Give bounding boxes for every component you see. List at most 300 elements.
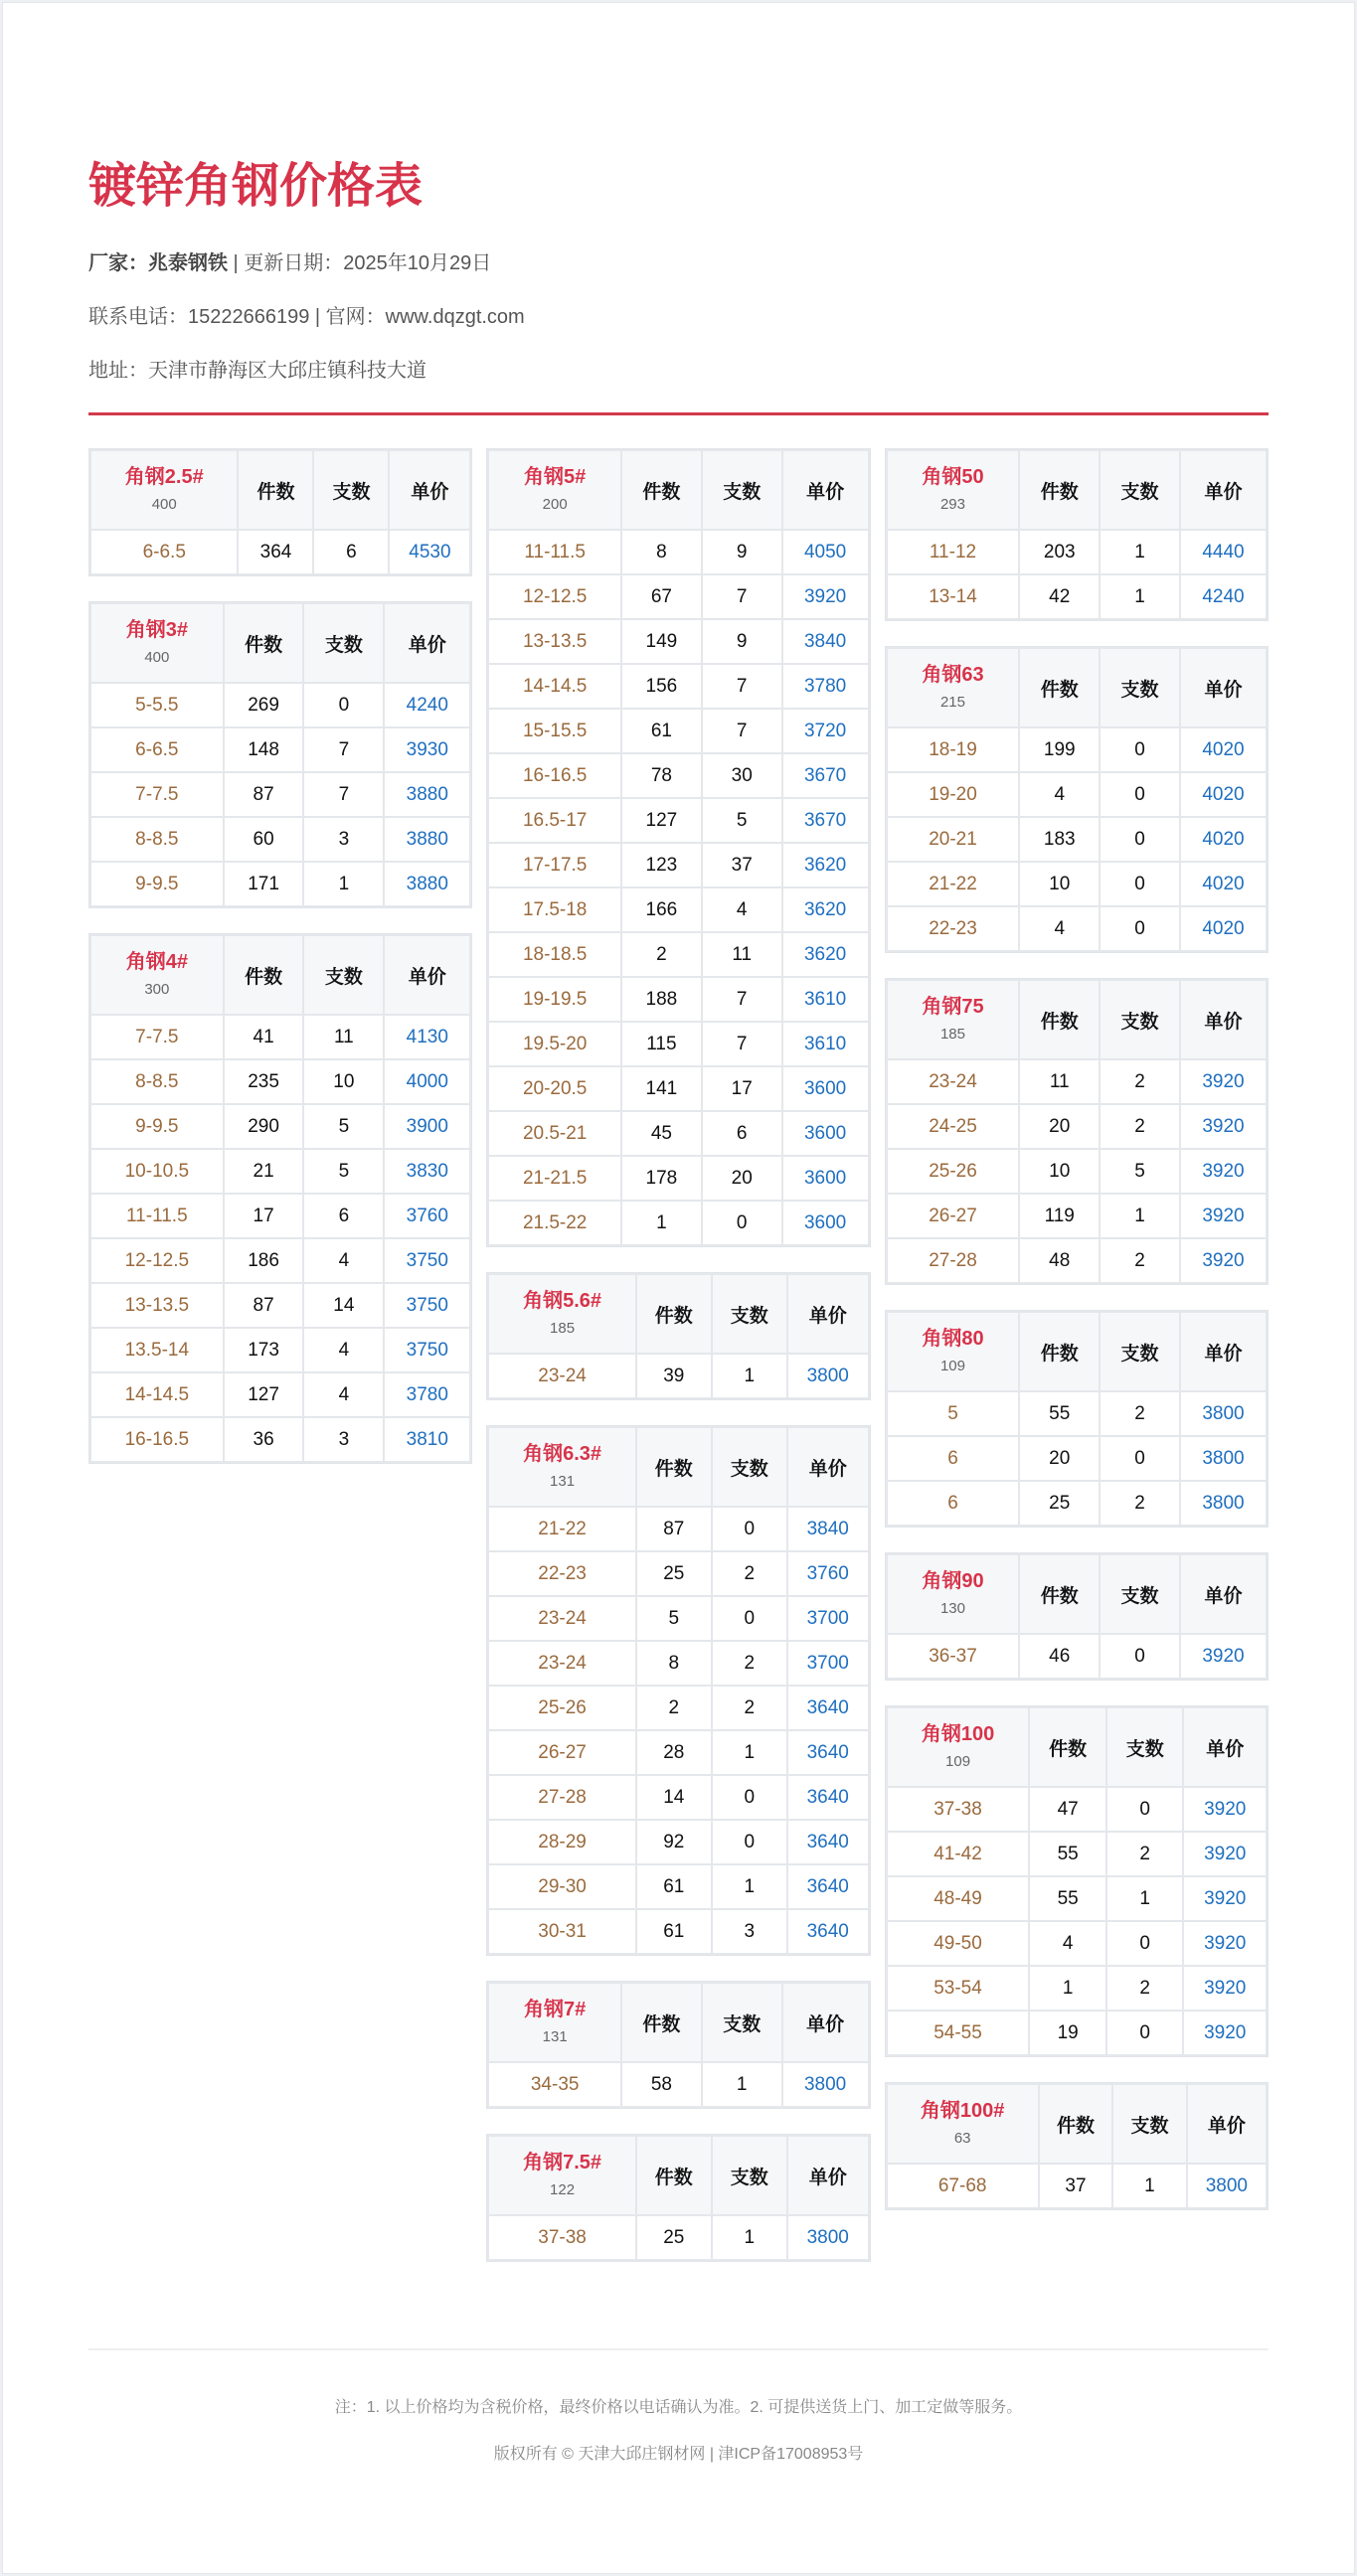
sticks-cell: 9 — [703, 531, 781, 573]
spec-range-cell: 7-7.5 — [91, 1016, 223, 1058]
spec-name-header — [888, 981, 1019, 1058]
pieces-cell: 141 — [622, 1067, 701, 1110]
spec-range-cell: 28-29 — [489, 1821, 634, 1863]
page-footer — [88, 2348, 1269, 2468]
spec-range-cell: 20.5-21 — [489, 1112, 620, 1155]
address-line: 地址：天津市静海区大邱庄镇科技大道 — [88, 360, 426, 382]
pieces-cell: 55 — [1030, 1833, 1105, 1875]
price-cell: 3920 — [1184, 1788, 1266, 1831]
pieces-cell: 14 — [637, 1776, 711, 1819]
pieces-cell: 11 — [1020, 1060, 1099, 1103]
spec-range-cell: 37-38 — [489, 2216, 634, 2259]
pieces-cell: 269 — [225, 684, 303, 726]
sticks-cell: 10 — [304, 1060, 383, 1103]
pieces-cell: 203 — [1020, 531, 1099, 573]
spec-name-header — [91, 604, 223, 682]
table-row — [489, 2063, 867, 2106]
price-cell: 3920 — [783, 575, 868, 618]
pieces-header: 件数 — [1020, 981, 1099, 1058]
spec-range-cell: 24-25 — [888, 1105, 1019, 1148]
pieces-header: 件数 — [637, 1428, 711, 1506]
price-cell: 3700 — [788, 1642, 868, 1685]
spec-range-cell: 21-21.5 — [489, 1157, 620, 1200]
sticks-header: 支数 — [713, 1428, 786, 1506]
sticks-cell: 0 — [1107, 1788, 1183, 1831]
price-cell: 3640 — [788, 1776, 868, 1819]
sticks-cell: 0 — [1101, 907, 1179, 950]
spec-name: 角钢80 — [922, 1328, 984, 1350]
spec-range-cell: 21.5-22 — [489, 1202, 620, 1244]
price-cell: 3920 — [1181, 1195, 1266, 1237]
sticks-header: 支数 — [1101, 451, 1179, 529]
spec-count: 109 — [945, 1753, 971, 1770]
manufacturer-line — [88, 237, 1269, 290]
table-row — [888, 1922, 1266, 1965]
spec-range-cell: 7-7.5 — [91, 773, 223, 816]
sticks-cell: 2 — [1107, 1833, 1183, 1875]
spec-count: 185 — [939, 1026, 965, 1043]
table-header-row — [489, 1428, 867, 1506]
pieces-cell: 4 — [1020, 773, 1099, 816]
contact-line: 联系电话：15222666199 | 官网：www.dqzgt.com — [88, 306, 525, 328]
spec-name: 角钢90 — [922, 1570, 984, 1592]
table-row — [888, 1635, 1266, 1678]
footer-note: 注：1. 以上价格均为含税价格，最终价格以电话确认为准。2. 可提供送货上门、加工定做等服务。 — [334, 2399, 1023, 2416]
sticks-header: 支数 — [1107, 1708, 1183, 1786]
sticks-header: 支数 — [703, 1984, 781, 2061]
table-row — [91, 1150, 469, 1193]
table-row — [489, 1355, 867, 1397]
price-cell: 3920 — [1184, 1922, 1266, 1965]
spec-range-cell: 22-23 — [888, 907, 1019, 950]
price-table — [486, 1981, 870, 2109]
table-row — [888, 1482, 1266, 1525]
sticks-cell: 0 — [1107, 2012, 1183, 2054]
price-cell: 3670 — [783, 754, 868, 797]
spec-range-cell: 54-55 — [888, 2012, 1029, 2054]
spec-range-cell: 13.5-14 — [91, 1329, 223, 1371]
sticks-cell: 2 — [1101, 1060, 1179, 1103]
pieces-cell: 67 — [622, 575, 701, 618]
spec-range-cell: 67-68 — [888, 2165, 1038, 2207]
price-cell: 3880 — [385, 863, 469, 905]
table-row — [888, 728, 1266, 771]
sticks-cell: 2 — [1107, 1967, 1183, 2010]
table-row — [489, 888, 867, 931]
table-row — [888, 1967, 1266, 2010]
sticks-cell: 20 — [703, 1157, 781, 1200]
table-header-row — [888, 1555, 1266, 1633]
sticks-cell: 0 — [1101, 773, 1179, 816]
table-row — [489, 1776, 867, 1819]
table-row — [888, 1437, 1266, 1480]
spec-range-cell: 20-21 — [888, 818, 1019, 861]
price-cell: 3780 — [783, 665, 868, 708]
table-header-row — [489, 451, 867, 529]
pieces-cell: 148 — [225, 728, 303, 771]
sticks-header: 支数 — [713, 2137, 786, 2214]
table-row — [489, 1552, 867, 1595]
spec-name-header — [888, 451, 1019, 529]
table-row — [489, 1023, 867, 1065]
pieces-cell: 5 — [637, 1597, 711, 1640]
sticks-cell: 1 — [304, 863, 383, 905]
table-row — [888, 1150, 1266, 1193]
sticks-header: 支数 — [1101, 1313, 1179, 1390]
pieces-cell: 42 — [1020, 575, 1099, 618]
price-cell: 3930 — [385, 728, 469, 771]
price-cell: 3720 — [783, 710, 868, 752]
price-table — [486, 448, 870, 1247]
sticks-cell: 6 — [304, 1195, 383, 1237]
spec-count: 400 — [151, 496, 177, 513]
price-cell: 3610 — [783, 978, 868, 1021]
price-table — [885, 1705, 1269, 2057]
price-cell: 3750 — [385, 1329, 469, 1371]
pieces-cell: 87 — [637, 1508, 711, 1550]
sticks-cell: 1 — [1101, 531, 1179, 573]
price-cell: 3620 — [783, 933, 868, 976]
sticks-cell: 1 — [703, 2063, 781, 2106]
sticks-header: 支数 — [304, 604, 383, 682]
spec-range-cell: 6 — [888, 1482, 1019, 1525]
sticks-cell: 1 — [1101, 1195, 1179, 1237]
table-header-row — [91, 451, 469, 529]
table-row — [888, 818, 1266, 861]
table-row — [91, 1239, 469, 1282]
pieces-cell: 1 — [1030, 1967, 1105, 2010]
spec-name: 角钢6.3# — [523, 1443, 602, 1465]
price-table — [88, 601, 472, 908]
sticks-cell: 1 — [713, 2216, 786, 2259]
price-cell: 3840 — [788, 1508, 868, 1550]
table-header-row — [888, 451, 1266, 529]
price-cell: 3920 — [1184, 2012, 1266, 2054]
table-row — [91, 1329, 469, 1371]
table-row — [489, 1202, 867, 1244]
table-row — [91, 818, 469, 861]
sticks-cell: 2 — [1101, 1239, 1179, 1282]
pieces-header: 件数 — [1040, 2085, 1112, 2163]
sticks-cell: 2 — [1101, 1392, 1179, 1435]
spec-name-header — [489, 2137, 634, 2214]
table-row — [91, 863, 469, 905]
table-row — [888, 863, 1266, 905]
spec-range-cell: 16-16.5 — [489, 754, 620, 797]
pieces-cell: 87 — [225, 1284, 303, 1327]
pieces-cell: 4 — [1020, 907, 1099, 950]
spec-range-cell: 41-42 — [888, 1833, 1029, 1875]
spec-range-cell: 18-18.5 — [489, 933, 620, 976]
table-header-row — [888, 981, 1266, 1058]
sticks-cell: 9 — [703, 620, 781, 663]
price-cell: 3600 — [783, 1067, 868, 1110]
sticks-cell: 11 — [703, 933, 781, 976]
price-table — [486, 1272, 870, 1400]
pieces-header: 件数 — [637, 1275, 711, 1353]
spec-name-header — [888, 1313, 1019, 1390]
manufacturer-name: 兆泰钢铁 — [148, 252, 228, 274]
spec-name-header — [888, 2085, 1038, 2163]
sticks-cell: 37 — [703, 844, 781, 886]
pieces-cell: 115 — [622, 1023, 701, 1065]
sticks-cell: 5 — [703, 799, 781, 842]
table-row — [489, 1910, 867, 1953]
manufacturer-label: 厂家： — [88, 252, 148, 274]
spec-range-cell: 6 — [888, 1437, 1019, 1480]
sticks-cell: 7 — [703, 575, 781, 618]
sticks-cell: 11 — [304, 1016, 383, 1058]
spec-range-cell: 30-31 — [489, 1910, 634, 1953]
pieces-cell: 45 — [622, 1112, 701, 1155]
spec-count: 122 — [550, 2181, 576, 2198]
pieces-cell: 290 — [225, 1105, 303, 1148]
table-row — [489, 1508, 867, 1550]
spec-name-header — [489, 1275, 634, 1353]
price-cell: 4020 — [1181, 863, 1266, 905]
table-row — [91, 728, 469, 771]
header-divider — [88, 412, 1269, 415]
page-card — [2, 2, 1355, 2574]
spec-range-cell: 23-24 — [888, 1060, 1019, 1103]
table-header-row — [489, 2137, 867, 2214]
price-header: 单价 — [1181, 451, 1266, 529]
table-row — [888, 1195, 1266, 1237]
pieces-cell: 8 — [637, 1642, 711, 1685]
sticks-header: 支数 — [703, 451, 781, 529]
spec-range-cell: 8-8.5 — [91, 1060, 223, 1103]
sticks-cell: 7 — [703, 1023, 781, 1065]
price-cell: 3920 — [1181, 1635, 1266, 1678]
sticks-cell: 3 — [304, 818, 383, 861]
sticks-cell: 4 — [304, 1329, 383, 1371]
spec-name-header — [489, 451, 620, 529]
spec-name-header — [888, 1708, 1029, 1786]
price-table — [885, 646, 1269, 953]
spec-range-cell: 21-22 — [888, 863, 1019, 905]
price-header: 单价 — [783, 451, 868, 529]
pieces-cell: 37 — [1040, 2165, 1112, 2207]
sticks-cell: 0 — [1101, 863, 1179, 905]
price-cell: 3920 — [1184, 1877, 1266, 1920]
spec-name: 角钢100# — [920, 2100, 1005, 2122]
spec-name: 角钢2.5# — [124, 466, 204, 488]
price-cell: 3800 — [783, 2063, 868, 2106]
sticks-cell: 1 — [713, 1865, 786, 1908]
pieces-cell: 78 — [622, 754, 701, 797]
table-row — [489, 531, 867, 573]
pieces-cell: 1 — [622, 1202, 701, 1244]
pieces-cell: 60 — [225, 818, 303, 861]
spec-name: 角钢75 — [922, 996, 984, 1018]
sticks-cell: 5 — [304, 1150, 383, 1193]
sticks-cell: 4 — [703, 888, 781, 931]
pieces-cell: 55 — [1020, 1392, 1099, 1435]
price-table — [885, 1310, 1269, 1528]
price-cell: 3640 — [788, 1687, 868, 1729]
price-table — [88, 448, 472, 576]
price-cell: 3800 — [1181, 1392, 1266, 1435]
table-row — [91, 773, 469, 816]
sticks-cell: 0 — [713, 1776, 786, 1819]
table-row — [888, 1833, 1266, 1875]
spec-range-cell: 10-10.5 — [91, 1150, 223, 1193]
pieces-cell: 92 — [637, 1821, 711, 1863]
table-row — [489, 978, 867, 1021]
pieces-cell: 17 — [225, 1195, 303, 1237]
spec-range-cell: 17.5-18 — [489, 888, 620, 931]
sticks-header: 支数 — [314, 451, 388, 529]
price-cell: 4050 — [783, 531, 868, 573]
pieces-cell: 61 — [637, 1910, 711, 1953]
spec-range-cell: 23-24 — [489, 1355, 634, 1397]
sticks-cell: 4 — [304, 1239, 383, 1282]
table-row — [489, 799, 867, 842]
spec-name-header — [91, 451, 237, 529]
price-cell: 3760 — [385, 1195, 469, 1237]
spec-range-cell: 14-14.5 — [91, 1373, 223, 1416]
price-cell: 3670 — [783, 799, 868, 842]
sticks-cell: 1 — [713, 1731, 786, 1774]
sticks-cell: 0 — [1101, 728, 1179, 771]
spec-name-header — [91, 936, 223, 1014]
pieces-header: 件数 — [1020, 1555, 1099, 1633]
price-cell: 4000 — [385, 1060, 469, 1103]
pieces-header: 件数 — [622, 451, 701, 529]
price-cell: 3900 — [385, 1105, 469, 1148]
table-row — [888, 907, 1266, 950]
price-cell: 3920 — [1184, 1833, 1266, 1875]
sticks-cell: 17 — [703, 1067, 781, 1110]
price-header: 单价 — [788, 1275, 868, 1353]
company-info — [88, 237, 1269, 398]
price-cell: 3760 — [788, 1552, 868, 1595]
spec-range-cell: 20-20.5 — [489, 1067, 620, 1110]
sticks-header: 支数 — [304, 936, 383, 1014]
table-row — [888, 1105, 1266, 1148]
spec-range-cell: 48-49 — [888, 1877, 1029, 1920]
price-header: 单价 — [385, 604, 469, 682]
spec-name: 角钢3# — [125, 619, 188, 641]
spec-count: 293 — [939, 496, 965, 513]
pieces-cell: 127 — [225, 1373, 303, 1416]
price-cell: 4530 — [390, 531, 469, 573]
table-row — [91, 1418, 469, 1461]
spec-range-cell: 37-38 — [888, 1788, 1029, 1831]
table-row — [91, 1195, 469, 1237]
price-cell: 3920 — [1181, 1060, 1266, 1103]
spec-range-cell: 17-17.5 — [489, 844, 620, 886]
pieces-cell: 123 — [622, 844, 701, 886]
spec-range-cell: 29-30 — [489, 1865, 634, 1908]
pieces-cell: 4 — [1030, 1922, 1105, 1965]
pieces-cell: 25 — [637, 2216, 711, 2259]
sticks-cell: 14 — [304, 1284, 383, 1327]
spec-name: 角钢7.5# — [523, 2152, 602, 2174]
spec-range-cell: 53-54 — [888, 1967, 1029, 2010]
pieces-header: 件数 — [637, 2137, 711, 2214]
spec-count: 200 — [542, 496, 568, 513]
spec-count: 109 — [939, 1358, 965, 1374]
sticks-cell: 3 — [304, 1418, 383, 1461]
sticks-header: 支数 — [1113, 2085, 1186, 2163]
spec-name: 角钢63 — [922, 664, 984, 686]
spec-name: 角钢100 — [921, 1723, 995, 1745]
spec-range-cell: 34-35 — [489, 2063, 620, 2106]
spec-name: 角钢5.6# — [523, 1290, 602, 1312]
pieces-cell: 10 — [1020, 863, 1099, 905]
pieces-cell: 166 — [622, 888, 701, 931]
price-cell: 3640 — [788, 1865, 868, 1908]
pieces-cell: 21 — [225, 1150, 303, 1193]
price-cell: 4020 — [1181, 907, 1266, 950]
price-cell: 3640 — [788, 1910, 868, 1953]
pieces-cell: 2 — [622, 933, 701, 976]
price-cell: 4240 — [385, 684, 469, 726]
price-cell: 3800 — [1181, 1482, 1266, 1525]
pieces-cell: 10 — [1020, 1150, 1099, 1193]
sticks-cell: 4 — [304, 1373, 383, 1416]
spec-range-cell: 19-20 — [888, 773, 1019, 816]
table-row — [489, 1865, 867, 1908]
pieces-cell: 55 — [1030, 1877, 1105, 1920]
spec-name-header — [489, 1428, 634, 1506]
price-cell: 3810 — [385, 1418, 469, 1461]
pieces-cell: 28 — [637, 1731, 711, 1774]
sticks-cell: 0 — [1107, 1922, 1183, 1965]
sticks-cell: 6 — [314, 531, 388, 573]
pieces-cell: 119 — [1020, 1195, 1099, 1237]
table-column — [486, 448, 870, 2287]
price-cell: 4130 — [385, 1016, 469, 1058]
spec-name-header — [888, 649, 1019, 726]
pieces-cell: 58 — [622, 2063, 701, 2106]
table-header-row — [888, 649, 1266, 726]
pieces-header: 件数 — [622, 1984, 701, 2061]
spec-name: 角钢50 — [922, 466, 984, 488]
pieces-cell: 173 — [225, 1329, 303, 1371]
price-table — [885, 448, 1269, 621]
spec-range-cell: 26-27 — [489, 1731, 634, 1774]
sticks-cell: 6 — [703, 1112, 781, 1155]
price-cell: 4020 — [1181, 773, 1266, 816]
spec-name: 角钢5# — [524, 466, 587, 488]
sticks-header: 支数 — [1101, 1555, 1179, 1633]
table-row — [888, 773, 1266, 816]
price-header: 单价 — [1181, 1313, 1266, 1390]
sticks-cell: 2 — [713, 1552, 786, 1595]
spec-range-cell: 13-13.5 — [489, 620, 620, 663]
table-row — [888, 1060, 1266, 1103]
price-cell: 3880 — [385, 773, 469, 816]
sticks-cell: 7 — [304, 773, 383, 816]
price-header: 单价 — [1181, 649, 1266, 726]
spec-range-cell: 9-9.5 — [91, 863, 223, 905]
sticks-cell: 1 — [713, 1355, 786, 1397]
spec-range-cell: 21-22 — [489, 1508, 634, 1550]
table-row — [888, 1788, 1266, 1831]
price-table — [885, 2082, 1269, 2210]
pieces-cell: 41 — [225, 1016, 303, 1058]
spec-range-cell: 9-9.5 — [91, 1105, 223, 1148]
sticks-cell: 0 — [703, 1202, 781, 1244]
tables-grid — [88, 448, 1269, 2287]
table-row — [489, 754, 867, 797]
table-row — [489, 933, 867, 976]
price-cell: 3840 — [783, 620, 868, 663]
table-row — [888, 1877, 1266, 1920]
spec-range-cell: 11-12 — [888, 531, 1019, 573]
